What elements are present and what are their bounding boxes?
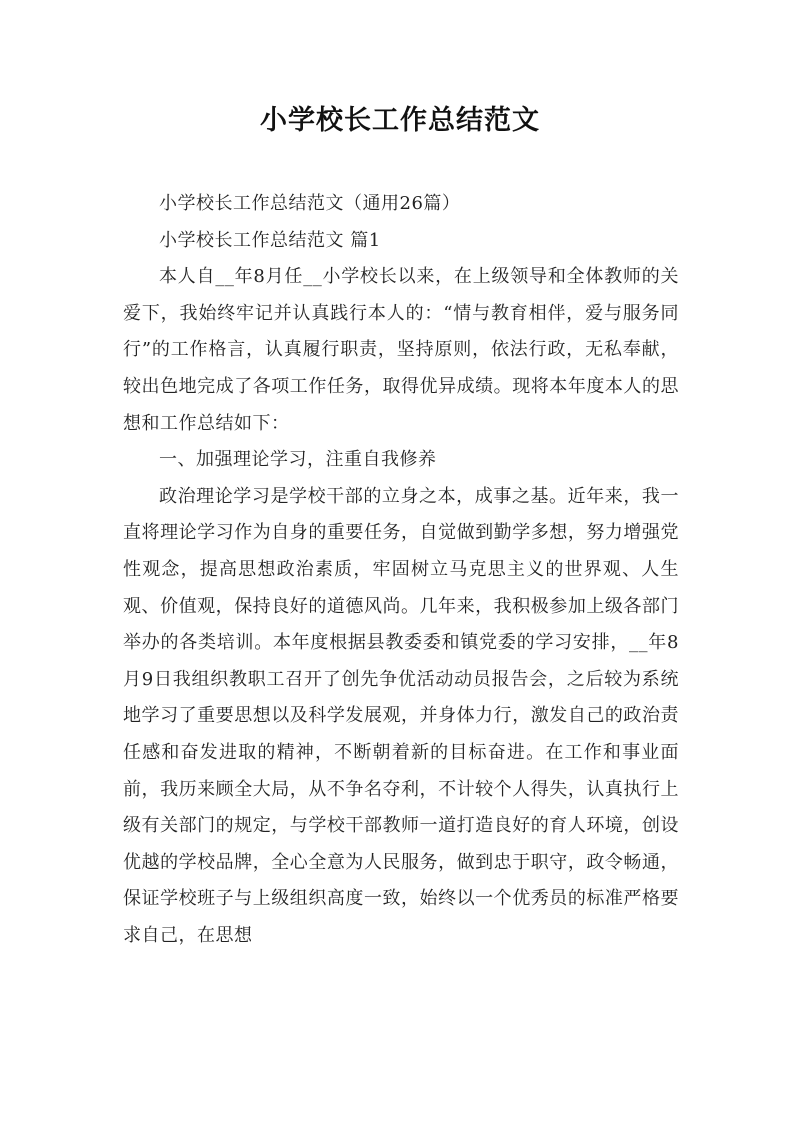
document-title: 小学校长工作总结范文 [260, 105, 540, 136]
intro-paragraph: 本人自__年8月任__小学校长以来，在上级领导和全体教师的关爱下，我始终牢记并认真践行本人的：“情与教育相伴，爱与服务同行”的工作格言，认真履行职责，坚持原则，依法行政，无私奉献，较出色地完成了各项工作任务，取得优异成绩。现将本年度本人的思想和工作总结如下： [123, 266, 679, 434]
section-one-body: 政治理论学习是学校干部的立身之本，成事之基。近年来，我一直将理论学习作为自身的重要任务，自觉做到勤学多想，努力增强党性观念，提高思想政治素质，牢固树立马克思主义的世界观、人生观、价值观，保持良好的道德风尚。几年来，我积极参加上级各部门举办的各类培训。本年度根据县教委委和镇党委的学习安排，__年8月9日我组织教职工召开了创先争优活动动员报告会，之后较为系统地学习了重要思想以及科学发展观，并身体力行，激发自己的政治责任感和奋发进取的精神，不断朝着新的目标奋进。在工作和事业面前，我历来顾全大局，从不争名夺利，不计较个人得失，认真执行上级有关部门的规定，与学校干部教师一道打造良好的育人环境，创设优越的学校品牌，全心全意为人民服务，做到忠于职守，政令畅通，保证学校班子与上级组织高度一致，始终以一个优秀员的标准严格要求自己，在思想 [123, 485, 679, 946]
document-body [123, 186, 679, 954]
subtitle-paragraph: 小学校长工作总结范文（通用26篇） [159, 193, 461, 214]
section-one-heading: 一、加强理论学习，注重自我修养 [159, 449, 437, 471]
section-heading-paragraph: 小学校长工作总结范文 篇1 [159, 229, 381, 251]
